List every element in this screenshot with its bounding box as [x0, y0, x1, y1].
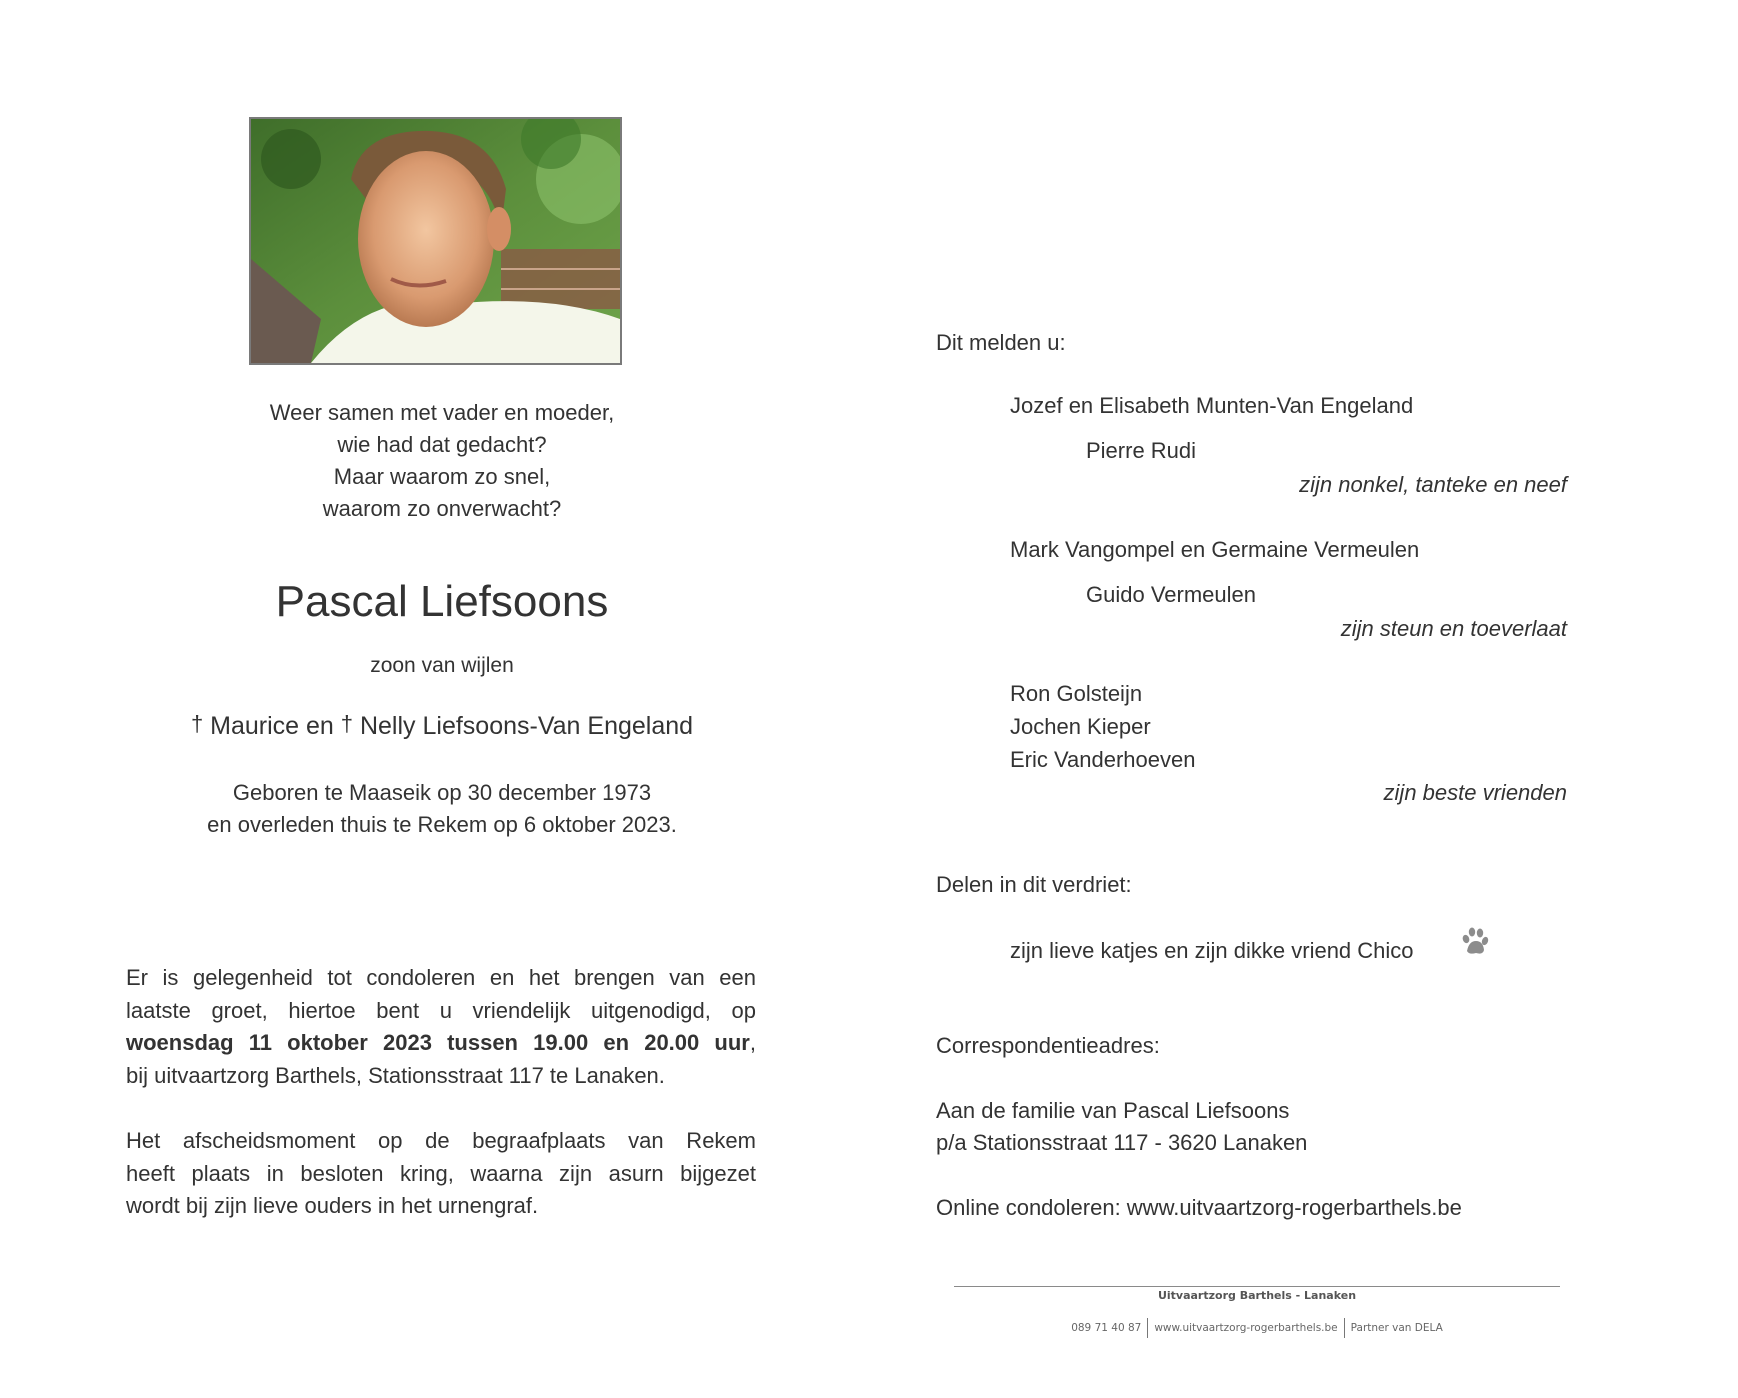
correspondence-address: p/a Stationsstraat 117 - 3620 Lanaken — [936, 1130, 1308, 1155]
announcer-primary: Mark Vangompel en Germaine Vermeulen — [1010, 537, 1420, 562]
correspondence-heading: Correspondentieadres: — [936, 1033, 1160, 1058]
mother-name: Nelly Liefsoons-Van Engeland — [359, 712, 694, 740]
poem-line: Weer samen met vader en moeder, — [269, 400, 615, 425]
footer-separator — [1147, 1318, 1148, 1338]
friend-name: Jochen Kieper — [1010, 714, 1151, 739]
deceased-name: Pascal Liefsoons — [275, 577, 609, 626]
paragraph-line: heeft plaats in besloten kring, waarna zijn asurn bijgezet — [126, 1160, 756, 1186]
online-condolence-link[interactable]: Online condoleren: www.uitvaartzorg-rogerbarthels.be — [936, 1195, 1462, 1220]
relation-label: zijn nonkel, tanteke en neef — [1299, 472, 1567, 497]
visitation-datetime: woensdag 11 oktober 2023 tussen 19.00 en 20.00 uur — [126, 1030, 750, 1055]
paragraph-line: bij uitvaartzorg Barthels, Stationsstraat 117 te Lanaken. — [126, 1062, 665, 1088]
footer-phone: 089 71 40 87 — [1071, 1322, 1142, 1334]
footer-separator — [1344, 1318, 1345, 1338]
grief-heading: Delen in dit verdriet: — [936, 872, 1132, 897]
paragraph-line-bold — [126, 1027, 756, 1060]
announcer-secondary: Guido Vermeulen — [1086, 582, 1256, 607]
birth-info: Geboren te Maaseik op 30 december 1973 — [232, 780, 652, 805]
portrait-image — [251, 119, 620, 363]
footer-contacts — [954, 1318, 1560, 1338]
footer-title: Uitvaartzorg Barthels - Lanaken — [1157, 1289, 1357, 1302]
cross-icon: † — [190, 711, 204, 736]
grief-text: zijn lieve katjes en zijn dikke vriend Chico — [1010, 938, 1414, 963]
death-info: en overleden thuis te Rekem op 6 oktober 2023. — [207, 812, 677, 837]
condolence-paragraph — [126, 962, 756, 1092]
paragraph-line: Er is gelegenheid tot condoleren en het brengen van een — [126, 965, 756, 990]
poem-line: Maar waarom zo snel, — [333, 464, 551, 489]
paragraph-line: wordt bij zijn lieve ouders in het urnengraf. — [126, 1193, 539, 1218]
portrait-photo — [249, 117, 622, 365]
poem-line: wie had dat gedacht? — [337, 432, 547, 457]
father-name: Maurice en — [210, 712, 334, 740]
announcer-secondary: Pierre Rudi — [1086, 438, 1197, 463]
footer-website[interactable]: www.uitvaartzorg-rogerbarthels.be — [1154, 1322, 1338, 1334]
poem-line: waarom zo onverwacht? — [322, 496, 562, 521]
correspondence-line: Aan de familie van Pascal Liefsoons — [936, 1098, 1290, 1123]
paragraph-line: laatste groet, hiertoe bent u vriendelijk uitgenodigd, op — [126, 997, 756, 1023]
paragraph-line: Het afscheidsmoment op de begraafplaats van Rekem — [126, 1128, 756, 1153]
footer-partner: Partner van DELA — [1350, 1322, 1443, 1334]
friend-name: Ron Golsteijn — [1010, 681, 1143, 706]
friend-name: Eric Vanderhoeven — [1010, 747, 1196, 772]
relation-label: zijn steun en toeverlaat — [1340, 616, 1567, 641]
paw-print-icon — [1461, 927, 1489, 957]
relation-label: zijn beste vrienden — [1383, 780, 1567, 805]
cross-icon: † — [340, 711, 354, 736]
farewell-paragraph — [126, 1125, 756, 1223]
comma: , — [749, 1030, 756, 1055]
announcers-heading: Dit melden u: — [936, 330, 1066, 355]
son-of-label: zoon van wijlen — [370, 654, 514, 677]
announcer-primary: Jozef en Elisabeth Munten-Van Engeland — [1010, 393, 1414, 418]
footer-divider — [954, 1286, 1560, 1287]
parents-line — [100, 709, 784, 741]
